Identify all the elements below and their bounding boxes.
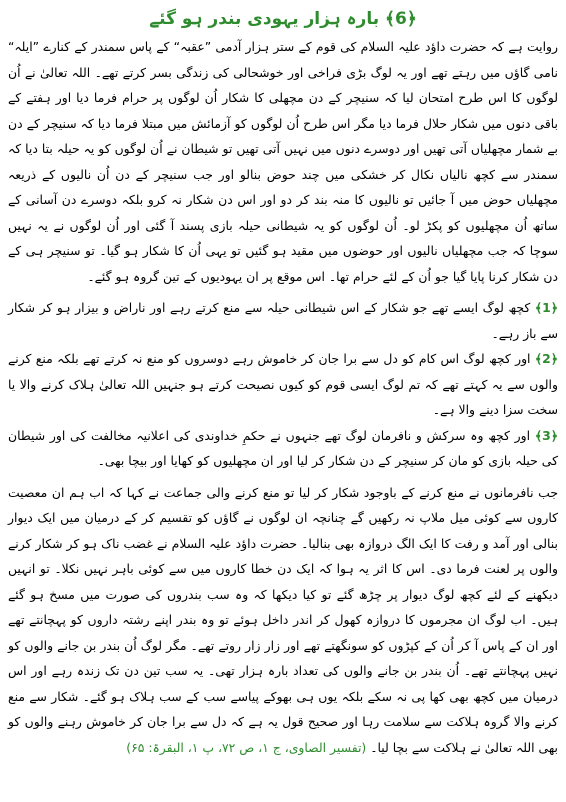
reference-citation: (تفسیر الصاوی، ج ۱، ص ۷۲، پ ۱، البقرۃ: ۶۵)	[126, 739, 367, 755]
article-body	[8, 34, 558, 760]
intro-paragraph: روایت ہے کہ حضرت داؤد علیہ السلام کی قوم کے ستر ہزار آدمی ”عقبہ“ کے پاس سمندر کے کنارے ”ایلہ“ نامی گاؤں میں رہتے تھے اور یہ لوگ بڑی فراخی اور خوشحالی کی زندگی بسر کرتے تھے۔ اللہ تعالیٰ نے اُن لوگوں کا اس طرح امتحان لیا کہ سنیچر کے دن مچھلی کا شکار اُن لوگوں پر حرام فرما دیا اور ہفتے کے باقی دنوں میں شکار حلال فرما دیا مگر اس طرح اُن لوگوں کو آزمائش میں مبتلا فرما دیا کہ سنیچر کے دن بے شمار مچھلیاں آتی تھیں اور دوسرے دنوں میں نہیں آتی تھیں تو شیطان نے اُن لوگوں کو یہ حیلہ بتا دیا کہ سمندر سے کچھ نالیاں نکال کر خشکی میں چند حوض بنالو اور جب سنیچر کے دن اُن نالیوں کے ذریعہ مچھلیاں حوض میں آ جائیں تو نالیوں کا منہ بند کر دو اور اس دن شکار نہ کرو بلکہ دوسرے دن آسانی کے ساتھ اُن مچھلیوں کو پکڑ لو۔ اُن لوگوں کو یہ شیطانی حیلہ بازی پسند آ گئی اور اُن لوگوں نے یہ نہیں سوچا کہ جب مچھلیاں نالیوں اور حوضوں میں مقید ہو گئیں تو یہی اُن کا شکار ہو گیا۔ تو سنیچر ہی کے دن شکار کرنا پایا گیا جو اُن کے لئے حرام تھا۔ اس موقع پر ان یہودیوں کے تین گروہ ہو گئے۔	[8, 39, 558, 284]
group-marker: ﴿3﴾	[534, 427, 558, 443]
title-text: بارہ ہزار یہودی بندر ہو گئے	[149, 9, 380, 29]
group-item	[8, 346, 558, 423]
group-text: اور کچھ لوگ اس کام کو دل سے برا جان کر خاموش رہے دوسروں کو منع نہ کرتے تھے بلکہ منع کرنے والوں سے یہ کہتے تھے کہ تم لوگ ایسی قوم کو کیوں نصیحت کرتے ہو جنہیں اللہ تعالیٰ ہلاک کرنے والا یا سخت سزا دینے والا ہے۔	[8, 351, 558, 417]
group-marker: ﴿1﴾	[534, 300, 558, 315]
conclusion-text: جب نافرمانوں نے منع کرنے کے باوجود شکار کر لیا تو منع کرنے والی جماعت نے کہا کہ اب ہم ان معصیت کاروں سے کوئی میل ملاپ نہ رکھیں گے چنانچہ ان لوگوں نے گاؤں کو تقسیم کر کے درمیان میں ایک دیوار بنالی اور آمد و رفت کا ایک الگ دروازہ بھی بنالیا۔ حضرت داؤد علیہ السلام نے غضب ناک ہو کر شکار کرنے والوں پر لعنت فرما دی۔ اس کا اثر یہ ہوا کہ ایک دن خطا کاروں میں سے کوئی باہر نہیں نکلا۔ تو انہیں دیکھنے کے لئے کچھ لوگ دیوار پر چڑھ گئے تو کیا دیکھا کہ وہ سب بندروں کی صورت میں مسخ ہو گئے ہیں۔ اب لوگ ان مجرموں کا دروازہ کھول کر اندر داخل ہوئے تو وہ بندر اپنے رشتہ داروں کو پہچانتے تھے اور ان کے پاس آ کر اُن کے کپڑوں کو سونگھتے تھے اور زار زار روتے تھے۔ مگر لوگ اُن بندر بن جانے والوں کو نہیں پہچانتے تھے۔ اُن بندر بن جانے والوں کی تعداد بارہ ہزار تھی۔ یہ سب تین دن تک زندہ رہے اور اس درمیان میں کچھ بھی کھا پی نہ سکے بلکہ یوں ہی بھوکے پیاسے سب کے سب ہلاک ہو گئے۔ شکار سے منع کرنے والا گروہ ہلاکت سے سلامت رہا اور صحیح قول یہ ہے کہ دل سے برا جان کر خاموش رہنے والوں کو بھی اللہ تعالیٰ نے ہلاکت سے بچا لیا۔	[8, 484, 558, 755]
group-item	[8, 295, 558, 346]
story-number: ﴿6﴾	[385, 9, 417, 29]
conclusion-paragraph	[8, 480, 558, 761]
group-text: اور کچھ وہ سرکش و نافرمان لوگ تھے جنہوں نے حکمِ خداوندی کی اعلانیہ مخالفت کی اور شیطان کی حیلہ بازی کو مان کر سنیچر کے دن شکار کر لیا اور ان مچھلیوں کو کھایا اور بیچا بھی۔	[8, 427, 558, 468]
page-title	[8, 8, 558, 30]
group-item	[8, 423, 558, 474]
group-text: کچھ لوگ ایسے تھے جو شکار کے اس شیطانی حیلہ سے منع کرتے رہے اور ناراض و بیزار ہو کر شکار سے باز رہے۔	[8, 300, 558, 341]
group-marker: ﴿2﴾	[534, 351, 558, 366]
